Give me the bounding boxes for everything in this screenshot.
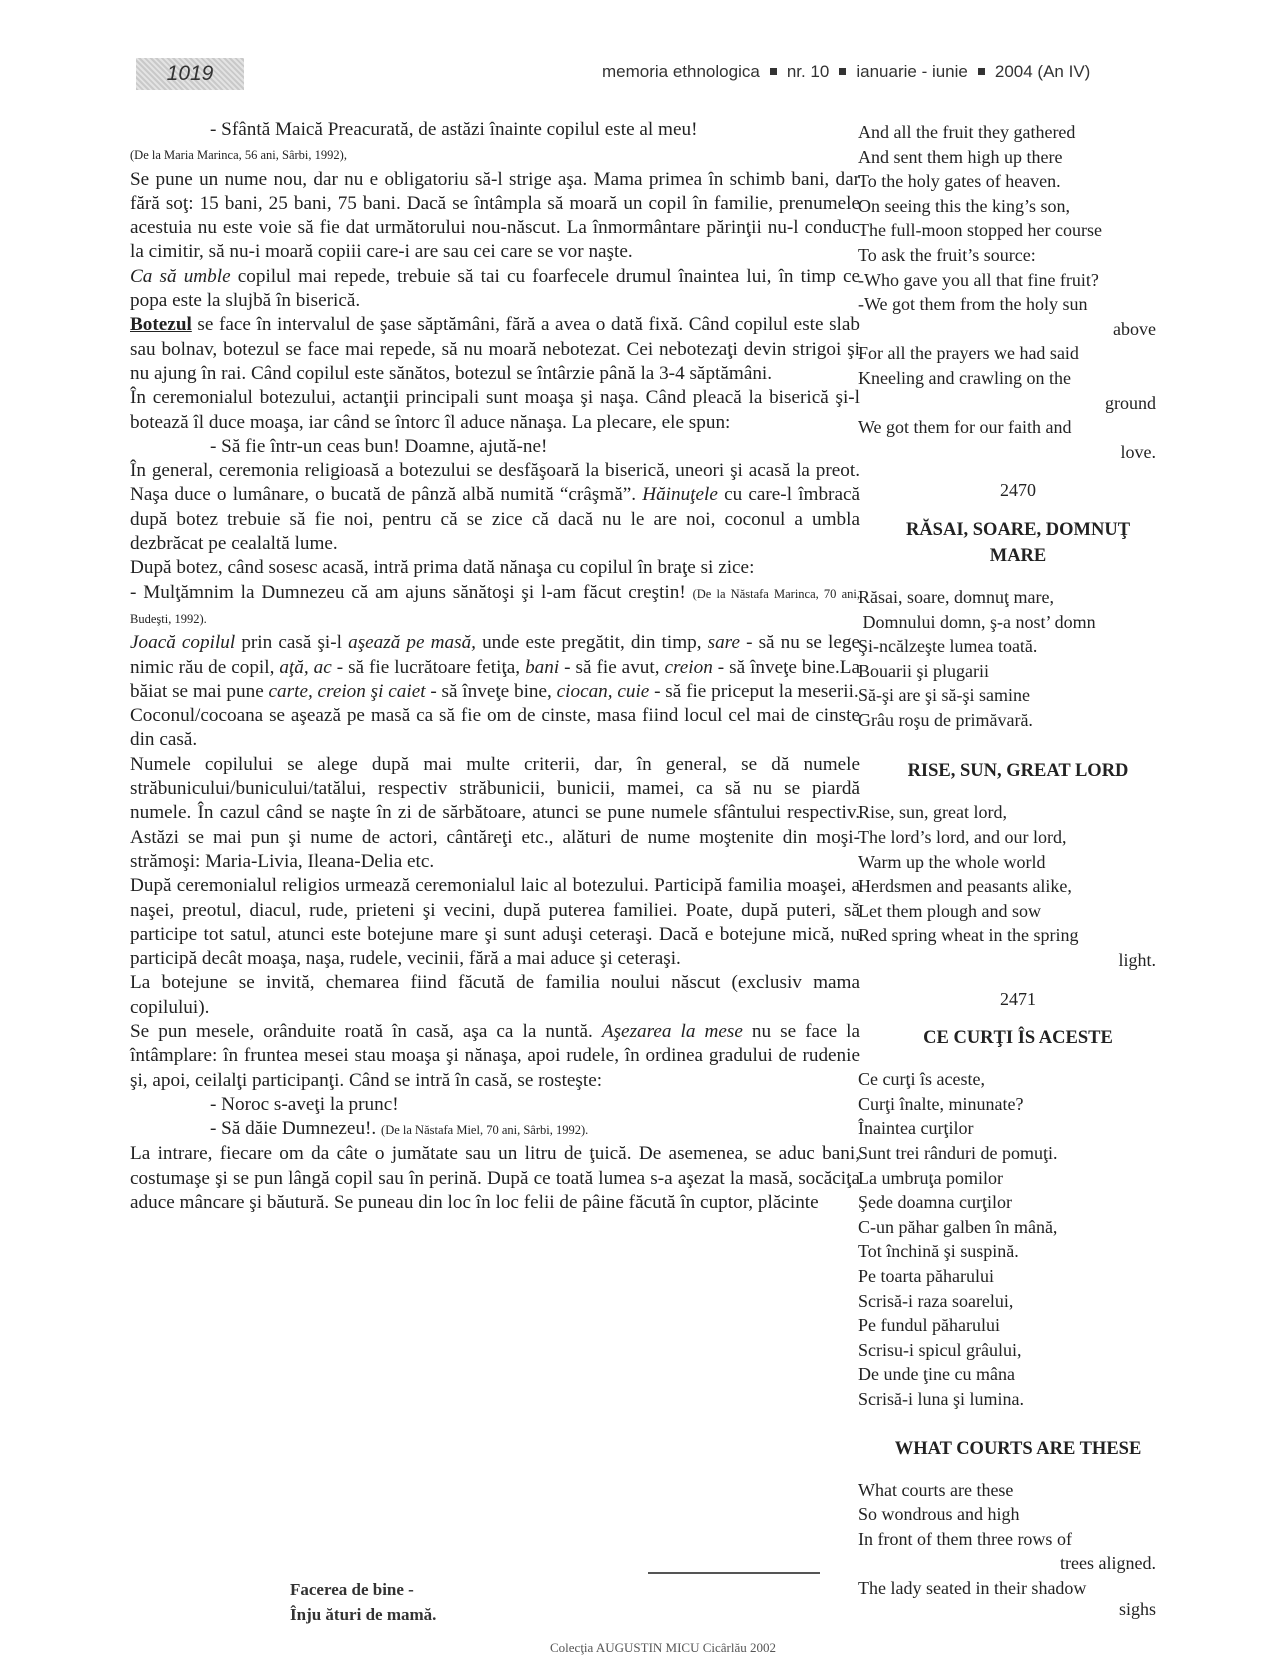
quote-line: - Să dăie Dumnezeu!. (De la Năstafa Miel, 70 ani, Sârbi, 1992). (210, 1118, 589, 1140)
poem-title: WHAT COURTS ARE THESE (894, 1438, 1142, 1459)
main-text-column (130, 118, 860, 1215)
source-note: (De la Năstafa Miel, 70 ani, Sârbi, 1992). (381, 1123, 589, 1138)
page-number: 1019 (166, 62, 214, 85)
poem-column (858, 120, 1178, 1621)
poem-line: -Who gave you all that fine fruit? (858, 269, 1099, 290)
poem-line: Scrisă-i raza soarelui, (858, 1290, 1014, 1311)
poem-romanian (858, 585, 1178, 733)
poem-line: Ce curţi îs aceste, (858, 1069, 985, 1090)
section-term-botezul: Botezul (130, 314, 192, 336)
poem-line: De unde ţine cu mâna (858, 1364, 1015, 1385)
poem-line: In front of them three rows of (858, 1528, 1072, 1549)
running-header (602, 62, 1164, 82)
journal-name: memoria ethnologica (602, 62, 760, 81)
poem-line: -We got them from the holy sun (858, 294, 1088, 315)
poem-line: What courts are these (858, 1479, 1014, 1500)
paragraph: În ceremonialul botezului, actanţii principali sunt moaşa şi naşa. Când pleacă la biserică şi-l botează îl duce moaşa, iar când se întorc îl aduce nănaşa. La plecare, ele spun: (130, 387, 860, 433)
page-number-box (136, 58, 244, 90)
poem-line-continuation: love. (1120, 441, 1156, 462)
paragraph: La botejune se invită, chemarea fiind făcută de familia noului născut (exclusiv mama copilului). (130, 972, 860, 1018)
paragraph: - Sfântă Maică Preacurată, de astăzi înainte copilul este al meu! (210, 119, 698, 140)
paragraph: Se pun mesele, orânduite roată în casă, aşa ca la nuntă. Aşezarea la mese nu se face la întâmplare: în fruntea mesei stau moaşa şi nănaşa, apoi rudele, în ordinea gradului de rudenie şi, apoi, ceilalţi participanţi. Când se intră în casă, se rosteşte: (130, 1020, 860, 1091)
paragraph: După ceremonialul religios urmează ceremonialul laic al botezului. Participă familia moaşei, a naşei, preotul, diacul, rude, prieteni şi vecini, după puterea familiei. Poate, după puteri, să participe tot satul, atunci este botejune mare şi sunt aduşi ceteraşi. Dacă e botejune mică, nu participă decât moaşa, naşa, rudele, vecinii, fără a mai aduce şi ceteraşi. (130, 875, 860, 970)
paragraph: - Mulţămnim la Dumnezeu că am ajuns sănătoşi şi l-am făcut creştin! (De la Năstafa Marinca, 70 ani, Budeşti, 1992). (130, 581, 860, 626)
paragraph: După botez, când sosesc acasă, intră prima dată nănaşa cu copilul în braţe si zice: (130, 557, 755, 579)
paragraph: Numele copilului se alege după mai multe criterii, dar, în general, se dă numele străbunicului/bunicului/tatălui, respectiv străbunicii, bunicii, mamei, ca să nu se piardă numele. În cazul când se naşte în zi de sărbătoare, atunci se pune numele sfântului respectiv. Astăzi se mai pun şi nume de actori, cântăreţi etc., alături de nume moştenite din moşi-strămoşi: Maria-Livia, Ileana-Delia etc. (130, 753, 860, 872)
paragraph: La intrare, fiecare om da câte o jumătate sau un litru de ţuică. De asemenea, se aduc bani, costumaşe şi se pun lângă copil sau în perină. După ce toată lumea s-a aşezat la masă, socăciţa aduce mâncare şi băutură. Se puneau din loc în loc felii de pâine făcută în cuptor, plăcinte (130, 1143, 860, 1214)
poem-line: Şi-ncălzeşte lumea toată. (858, 636, 1038, 657)
source-note: (De la Maria Marinca, 56 ani, Sârbi, 1992), (130, 148, 347, 163)
issue-year: 2004 (An IV) (994, 62, 1091, 81)
poem-line: Curţi înalte, minunate? (858, 1093, 1024, 1114)
poem-line: Sunt trei rânduri de pomuţi. (858, 1143, 1058, 1163)
poem-english-continued (858, 120, 1178, 464)
poem-line: Răsai, soare, domnuţ mare, (858, 586, 1054, 607)
poem-line: Domnului domn, ş-a nost’ domn (858, 611, 1096, 632)
poem-title: CE CURŢI ÎS ACESTE (923, 1028, 1113, 1049)
poem-line: C-un păhar galben în mână, (858, 1216, 1058, 1237)
poem-title: RISE, SUN, GREAT LORD (907, 761, 1129, 782)
collection-credit: Colecţia AUGUSTIN MICU Cicârlău 2002 (550, 1640, 777, 1655)
poem-english (858, 800, 1178, 972)
footnote-rule (648, 1572, 820, 1574)
poem-english (858, 1478, 1178, 1622)
poem-line-continuation: trees aligned. (1060, 1553, 1156, 1574)
poem-line: The lord’s lord, and our lord, (858, 827, 1067, 848)
poem-romanian (858, 1067, 1178, 1411)
poem-line: Bouarii şi plugarii (858, 660, 989, 681)
poem-line: To ask the fruit’s source: (858, 244, 1036, 265)
quote-line: - Să fie într-un ceas bun! Doamne, ajută-ne! (210, 435, 548, 457)
poem-line: Şede doamna curţilor (858, 1192, 1012, 1213)
poem-line: Warm up the whole world (858, 851, 1046, 872)
source-note: (De la Năstafa Marinca, 70 ani, Budeşti, 1992). (130, 586, 860, 626)
poem-title: RĂSAI, SOARE, DOMNUŢ MARE (905, 519, 1131, 566)
poem-line: For all the prayers we had said (858, 343, 1079, 364)
poem-line: Grâu roşu de primăvară. (858, 709, 1033, 730)
poem-line: Tot închină şi suspină. (858, 1241, 1019, 1262)
poem-line: Herdsmen and peasants alike, (858, 876, 1072, 897)
poem-line: Scrisă-i luna şi lumina. (858, 1388, 1024, 1409)
paragraph: În general, ceremonia religioasă a botezului se desfăşoară la biserică, uneori şi acasă la preot. Naşa duce o lumânare, o bucată de pânză albă numită “crâşmă”. Hăinuţele cu care-l îmbracă după botez trebuie să fie noi, pentru că se zice că dacă nu le are noi, coconul a umbla dezbrăcat pe cealaltă lume. (130, 460, 860, 555)
footnote (290, 1577, 436, 1627)
poem-line: Let them plough and sow (858, 900, 1041, 921)
poem-line-continuation: above (1113, 318, 1156, 339)
poem-line: Pe toarta păharului (858, 1265, 994, 1286)
issue-number: nr. 10 (786, 62, 830, 81)
poem-line: La umbruţa pomilor (858, 1167, 1003, 1188)
poem-line: Kneeling and crawling on the (858, 367, 1071, 388)
poem-number: 2471 (1000, 988, 1036, 1009)
separator-square-icon (770, 68, 777, 75)
poem-line: The lady seated in their shadow (858, 1577, 1087, 1598)
poem-line: Red spring wheat in the spring (858, 925, 1079, 946)
poem-line-continuation: light. (1118, 950, 1156, 971)
footnote-line: Înju ături de mamă. (290, 1605, 437, 1624)
paragraph: Se pune un nume nou, dar nu e obligatoriu să-l strige aşa. Mama primea în schimb bani, dar fără soţ: 15 bani, 25 bani, 75 bani. Dacă se întâmpla să moară un copil în familie, prenumele acestuia nu este voie să fie dat următorului nou-născut. La înmormântare părinţii nu-l conduc la cimitir, să nu-i moară copiii care-i are sau cei care se vor naşte. (130, 168, 860, 263)
quote-line: - Noroc s-aveţi la prunc! (210, 1093, 399, 1115)
poem-line-continuation: sighs (1118, 1598, 1156, 1619)
paragraph: Botezul se face în intervalul de şase săptămâni, fără a avea o dată fixă. Când copilul este slab sau bolnav, botezul se face mai repede, să nu moară nebotezat. Cei nebotezaţi devin strigoi şi nu ajung în rai. Când copilul este sănătos, botezul se întârzie până la 3-4 săptămâni. (130, 314, 860, 384)
separator-square-icon (839, 68, 846, 75)
paragraph: Joacă copilul prin casă şi-l aşează pe masă, unde este pregătit, din timp, sare - să nu se lege nimic rău de copil, aţă, ac - să fie lucrătoare fetiţa, bani - să fie avut, creion - să înveţe bine.La băiat se mai pune carte, creion şi caiet - să înveţe bine, ciocan, cuie - să fie priceput la meserii. (130, 632, 860, 702)
poem-line: Pe fundul păharului (858, 1315, 1000, 1336)
poem-line-continuation: ground (1105, 392, 1156, 413)
separator-square-icon (978, 68, 985, 75)
footnote-line: Facerea de bine - (290, 1580, 414, 1599)
poem-line: On seeing this the king’s son, (858, 195, 1070, 216)
issue-period: ianuarie - iunie (856, 62, 968, 81)
poem-number: 2470 (1000, 480, 1036, 501)
paragraph: Ca să umble copilul mai repede, trebuie să tai cu foarfecele drumul înaintea lui, în timp ce popa este la slujbă în biserică. (130, 265, 860, 312)
poem-line: Scrisu-i spicul grâului, (858, 1339, 1022, 1360)
poem-line: We got them for our faith and (858, 417, 1072, 438)
poem-line: And sent them high up there (858, 146, 1063, 167)
poem-line: The full-moon stopped her course (858, 220, 1102, 241)
poem-line: And all the fruit they gathered (858, 122, 1076, 142)
poem-line: So wondrous and high (858, 1504, 1020, 1525)
poem-line: Rise, sun, great lord, (858, 802, 1007, 823)
poem-line: To the holy gates of heaven. (858, 171, 1061, 192)
poem-line: Înaintea curţilor (858, 1118, 974, 1139)
paragraph: Coconul/cocoana se aşează pe masă ca să fie om de cinste, masa fiind locul cel mai de cinste din casă. (130, 705, 860, 751)
poem-line: Să-şi are şi să-şi samine (858, 685, 1030, 706)
